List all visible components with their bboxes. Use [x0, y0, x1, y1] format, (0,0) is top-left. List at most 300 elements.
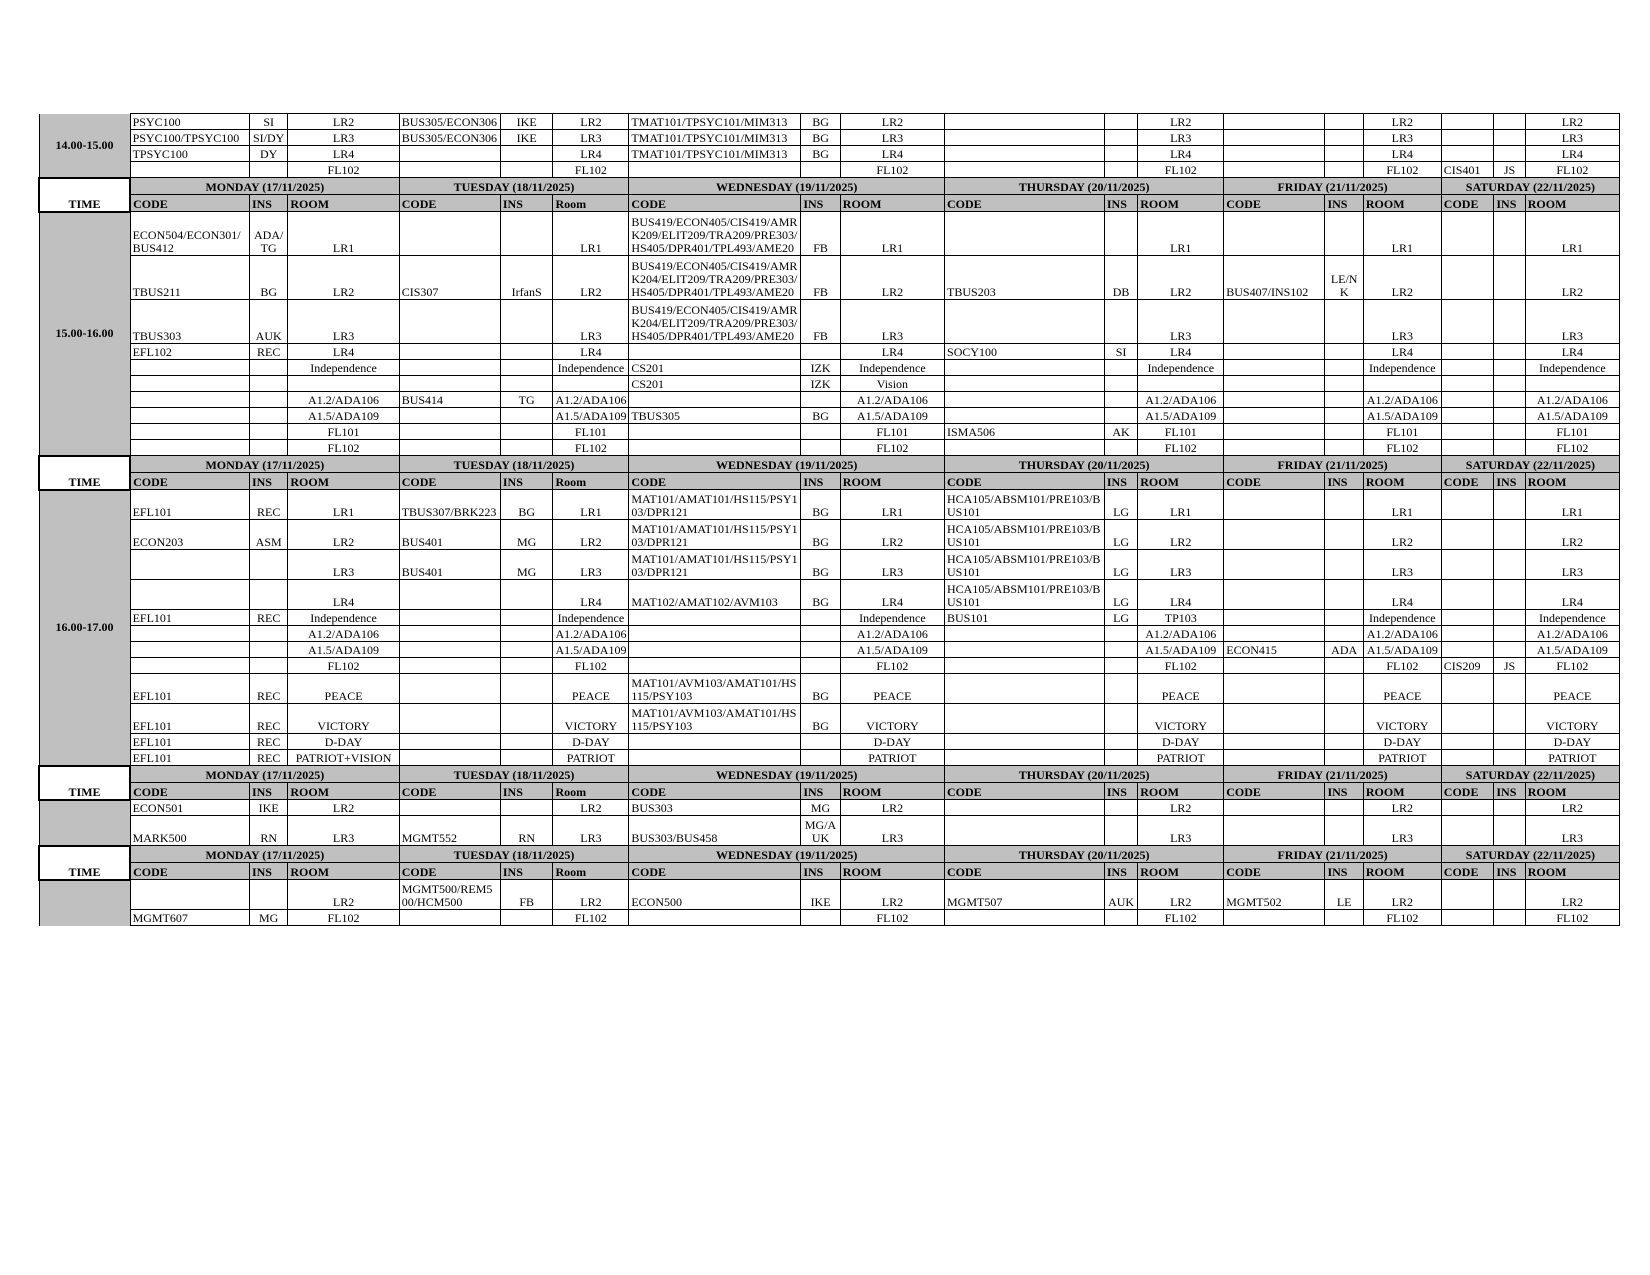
course-code-cell: [945, 642, 1105, 658]
course-code-cell: [399, 360, 500, 376]
instructor-cell: MG: [500, 520, 553, 550]
room-cell: A1.5/ADA109: [1138, 642, 1224, 658]
course-code-cell: [629, 734, 801, 750]
column-header: INS: [801, 195, 840, 212]
table-row: [39, 550, 1620, 580]
timetable: [38, 113, 1620, 926]
course-code-cell: BUS401: [399, 520, 500, 550]
course-code-cell: [945, 734, 1105, 750]
column-header: CODE: [629, 195, 801, 212]
course-code-cell: EFL101: [130, 674, 249, 704]
room-cell: Independence: [1525, 610, 1619, 626]
room-cell: LR2: [1138, 800, 1224, 816]
room-cell: LR4: [1525, 146, 1619, 162]
instructor-cell: [1494, 550, 1525, 580]
room-cell: LR2: [1525, 114, 1619, 130]
room-cell: LR3: [1138, 300, 1224, 344]
instructor-cell: [1325, 800, 1363, 816]
course-code-cell: ISMA506: [945, 424, 1105, 440]
room-cell: A1.2/ADA106: [1138, 392, 1224, 408]
course-code-cell: [629, 750, 801, 766]
day-header: THURSDAY (20/11/2025): [945, 178, 1224, 195]
course-code-cell: [130, 162, 249, 178]
course-code-cell: [1441, 816, 1494, 846]
instructor-cell: [1325, 392, 1363, 408]
course-code-cell: [1441, 256, 1494, 300]
room-cell: LR3: [288, 300, 399, 344]
table-row: [39, 816, 1620, 846]
instructor-cell: [500, 704, 553, 734]
course-code-cell: CS201: [629, 360, 801, 376]
column-header: CODE: [399, 783, 500, 800]
day-header: MONDAY (17/11/2025): [130, 766, 399, 783]
column-header: CODE: [1441, 863, 1494, 880]
room-cell: LR2: [840, 114, 944, 130]
room-cell: FL102: [840, 162, 944, 178]
instructor-cell: [500, 162, 553, 178]
instructor-cell: [500, 674, 553, 704]
instructor-cell: AUK: [1104, 880, 1137, 910]
room-cell: LR2: [1138, 114, 1224, 130]
instructor-cell: TG: [500, 392, 553, 408]
course-code-cell: [130, 376, 249, 392]
room-cell: LR1: [1525, 212, 1619, 256]
course-code-cell: BUS419/ECON405/CIS419/AMRK204/ELIT209/TRA209/PRE303/HS405/DPR401/TPL493/AME20: [629, 300, 801, 344]
course-code-cell: [945, 360, 1105, 376]
column-header: CODE: [1224, 195, 1325, 212]
room-cell: LR2: [288, 880, 399, 910]
instructor-cell: [1494, 674, 1525, 704]
table-row: [39, 360, 1620, 376]
course-code-cell: [1441, 344, 1494, 360]
room-cell: LR2: [288, 520, 399, 550]
column-header: CODE: [1224, 783, 1325, 800]
course-code-cell: [1224, 376, 1325, 392]
room-cell: A1.5/ADA109: [1363, 642, 1441, 658]
course-code-cell: [1224, 146, 1325, 162]
course-code-cell: [1224, 490, 1325, 520]
room-cell: PATRIOT+VISION: [288, 750, 399, 766]
instructor-cell: [500, 146, 553, 162]
column-header: ROOM: [1363, 783, 1441, 800]
instructor-cell: [801, 610, 840, 626]
room-cell: LR2: [840, 520, 944, 550]
column-header: INS: [801, 473, 840, 490]
room-cell: [1363, 376, 1441, 392]
course-code-cell: [399, 580, 500, 610]
column-header-row: [39, 195, 1620, 212]
course-code-cell: [1224, 520, 1325, 550]
column-header: ROOM: [840, 195, 944, 212]
table-row: [39, 734, 1620, 750]
table-row: [39, 344, 1620, 360]
room-cell: LR2: [288, 114, 399, 130]
day-header-row: [39, 178, 1620, 195]
day-header-row: [39, 846, 1620, 863]
room-cell: Independence: [1363, 360, 1441, 376]
table-row: [39, 408, 1620, 424]
room-cell: LR1: [1363, 490, 1441, 520]
course-code-cell: [945, 300, 1105, 344]
course-code-cell: MGMT507: [945, 880, 1105, 910]
room-cell: LR2: [553, 800, 629, 816]
course-code-cell: [1441, 800, 1494, 816]
room-cell: LR2: [1525, 256, 1619, 300]
day-header: THURSDAY (20/11/2025): [945, 846, 1224, 863]
course-code-cell: [1224, 580, 1325, 610]
column-header: Room: [553, 195, 629, 212]
course-code-cell: [945, 658, 1105, 674]
column-header: ROOM: [840, 473, 944, 490]
instructor-cell: [1325, 440, 1363, 456]
course-code-cell: MGMT502: [1224, 880, 1325, 910]
course-code-cell: [1441, 392, 1494, 408]
column-header: ROOM: [840, 783, 944, 800]
room-cell: A1.2/ADA106: [553, 626, 629, 642]
instructor-cell: BG: [801, 146, 840, 162]
instructor-cell: [1325, 300, 1363, 344]
room-cell: LR2: [1363, 114, 1441, 130]
column-header: CODE: [945, 863, 1105, 880]
instructor-cell: [1104, 658, 1137, 674]
course-code-cell: [1441, 642, 1494, 658]
room-cell: LR4: [553, 344, 629, 360]
column-header: INS: [500, 863, 553, 880]
instructor-cell: [249, 880, 287, 910]
column-header: ROOM: [288, 783, 399, 800]
room-cell: Independence: [1363, 610, 1441, 626]
room-cell: FL102: [1138, 658, 1224, 674]
course-code-cell: TBUS303: [130, 300, 249, 344]
room-cell: A1.5/ADA109: [1525, 642, 1619, 658]
instructor-cell: [249, 376, 287, 392]
room-cell: D-DAY: [288, 734, 399, 750]
room-cell: FL102: [1138, 910, 1224, 926]
room-cell: Independence: [288, 360, 399, 376]
instructor-cell: LE/NK: [1325, 256, 1363, 300]
room-cell: LR3: [553, 550, 629, 580]
instructor-cell: [1494, 580, 1525, 610]
instructor-cell: FB: [500, 880, 553, 910]
instructor-cell: [500, 734, 553, 750]
time-header: TIME: [39, 456, 130, 490]
column-header: CODE: [1224, 473, 1325, 490]
room-cell: LR2: [1525, 880, 1619, 910]
column-header: CODE: [130, 783, 249, 800]
instructor-cell: IrfanS: [500, 256, 553, 300]
room-cell: LR3: [1138, 130, 1224, 146]
course-code-cell: MGMT607: [130, 910, 249, 926]
course-code-cell: [130, 360, 249, 376]
course-code-cell: [1224, 300, 1325, 344]
instructor-cell: LG: [1104, 610, 1137, 626]
room-cell: FL102: [1138, 162, 1224, 178]
course-code-cell: HCA105/ABSM101/PRE103/BUS101: [945, 490, 1105, 520]
course-code-cell: MAT101/AVM103/AMAT101/HS115/PSY103: [629, 704, 801, 734]
room-cell: FL101: [1525, 424, 1619, 440]
instructor-cell: [1494, 816, 1525, 846]
room-cell: LR1: [553, 490, 629, 520]
room-cell: FL102: [1525, 440, 1619, 456]
instructor-cell: [1104, 212, 1137, 256]
instructor-cell: REC: [249, 734, 287, 750]
room-cell: LR3: [1363, 550, 1441, 580]
room-cell: Independence: [553, 360, 629, 376]
room-cell: LR2: [1363, 256, 1441, 300]
course-code-cell: SOCY100: [945, 344, 1105, 360]
room-cell: LR4: [288, 344, 399, 360]
course-code-cell: TMAT101/TPSYC101/MIM313: [629, 114, 801, 130]
instructor-cell: [1494, 360, 1525, 376]
instructor-cell: REC: [249, 704, 287, 734]
instructor-cell: [249, 440, 287, 456]
instructor-cell: FB: [801, 300, 840, 344]
room-cell: VICTORY: [840, 704, 944, 734]
room-cell: Independence: [840, 610, 944, 626]
room-cell: FL102: [553, 658, 629, 674]
room-cell: A1.5/ADA109: [1138, 408, 1224, 424]
day-header: MONDAY (17/11/2025): [130, 846, 399, 863]
room-cell: Independence: [288, 610, 399, 626]
table-row: [39, 130, 1620, 146]
column-header: ROOM: [1525, 195, 1619, 212]
instructor-cell: [500, 800, 553, 816]
room-cell: A1.5/ADA109: [1363, 408, 1441, 424]
day-header: FRIDAY (21/11/2025): [1224, 456, 1442, 473]
instructor-cell: LE: [1325, 880, 1363, 910]
column-header: INS: [500, 783, 553, 800]
instructor-cell: [1325, 212, 1363, 256]
day-header: TUESDAY (18/11/2025): [399, 456, 629, 473]
course-code-cell: [1224, 704, 1325, 734]
instructor-cell: [249, 626, 287, 642]
room-cell: LR2: [1525, 800, 1619, 816]
instructor-cell: ASM: [249, 520, 287, 550]
room-cell: FL101: [553, 424, 629, 440]
course-code-cell: [1224, 674, 1325, 704]
table-row: [39, 300, 1620, 344]
course-code-cell: [399, 212, 500, 256]
room-cell: LR3: [840, 300, 944, 344]
instructor-cell: [1494, 490, 1525, 520]
course-code-cell: [945, 376, 1105, 392]
room-cell: Vision: [840, 376, 944, 392]
course-code-cell: MAT101/AMAT101/HS115/PSY103/DPR121: [629, 520, 801, 550]
room-cell: LR4: [288, 146, 399, 162]
room-cell: LR1: [1363, 212, 1441, 256]
course-code-cell: [399, 424, 500, 440]
instructor-cell: [249, 360, 287, 376]
instructor-cell: [500, 626, 553, 642]
course-code-cell: [1224, 800, 1325, 816]
course-code-cell: [1224, 734, 1325, 750]
column-header: INS: [1325, 473, 1363, 490]
instructor-cell: [1104, 734, 1137, 750]
course-code-cell: CIS401: [1441, 162, 1494, 178]
instructor-cell: [1104, 910, 1137, 926]
course-code-cell: [1441, 880, 1494, 910]
room-cell: LR4: [840, 580, 944, 610]
course-code-cell: [945, 704, 1105, 734]
room-cell: LR3: [1138, 550, 1224, 580]
room-cell: LR2: [840, 880, 944, 910]
course-code-cell: BUS101: [945, 610, 1105, 626]
instructor-cell: [1104, 440, 1137, 456]
room-cell: FL102: [1525, 658, 1619, 674]
instructor-cell: [1325, 580, 1363, 610]
day-header: SATURDAY (22/11/2025): [1441, 456, 1619, 473]
column-header: ROOM: [1363, 195, 1441, 212]
room-cell: LR4: [553, 146, 629, 162]
room-cell: D-DAY: [840, 734, 944, 750]
room-cell: D-DAY: [1138, 734, 1224, 750]
room-cell: A1.2/ADA106: [840, 392, 944, 408]
room-cell: PEACE: [1138, 674, 1224, 704]
room-cell: LR4: [1138, 146, 1224, 162]
course-code-cell: [399, 300, 500, 344]
instructor-cell: [249, 392, 287, 408]
instructor-cell: BG: [801, 114, 840, 130]
column-header: CODE: [1441, 195, 1494, 212]
instructor-cell: [1494, 256, 1525, 300]
course-code-cell: [945, 162, 1105, 178]
room-cell: LR3: [1363, 300, 1441, 344]
instructor-cell: [1104, 392, 1137, 408]
column-header: ROOM: [288, 195, 399, 212]
room-cell: LR4: [1363, 146, 1441, 162]
room-cell: FL102: [1525, 910, 1619, 926]
course-code-cell: [1441, 114, 1494, 130]
room-cell: Independence: [553, 610, 629, 626]
course-code-cell: [1441, 300, 1494, 344]
room-cell: PATRIOT: [1525, 750, 1619, 766]
instructor-cell: [500, 658, 553, 674]
course-code-cell: [945, 910, 1105, 926]
instructor-cell: [500, 440, 553, 456]
room-cell: LR2: [1138, 256, 1224, 300]
room-cell: LR2: [1363, 880, 1441, 910]
room-cell: A1.5/ADA109: [553, 642, 629, 658]
course-code-cell: [945, 800, 1105, 816]
column-header: ROOM: [288, 473, 399, 490]
instructor-cell: [1104, 674, 1137, 704]
instructor-cell: [1104, 376, 1137, 392]
instructor-cell: [1494, 212, 1525, 256]
course-code-cell: BUS305/ECON306: [399, 114, 500, 130]
day-header: THURSDAY (20/11/2025): [945, 456, 1224, 473]
instructor-cell: [249, 550, 287, 580]
table-row: [39, 392, 1620, 408]
column-header: CODE: [629, 783, 801, 800]
room-cell: LR2: [1363, 800, 1441, 816]
instructor-cell: MG/AUK: [801, 816, 840, 846]
day-header: WEDNESDAY (19/11/2025): [629, 846, 945, 863]
course-code-cell: [130, 550, 249, 580]
course-code-cell: [1224, 816, 1325, 846]
table-row: [39, 162, 1620, 178]
room-cell: FL101: [288, 424, 399, 440]
room-cell: A1.2/ADA106: [1363, 626, 1441, 642]
day-header-row: [39, 766, 1620, 783]
table-row: [39, 580, 1620, 610]
course-code-cell: [945, 392, 1105, 408]
instructor-cell: [1104, 408, 1137, 424]
course-code-cell: [1441, 520, 1494, 550]
room-cell: LR3: [840, 816, 944, 846]
room-cell: PATRIOT: [840, 750, 944, 766]
course-code-cell: [629, 610, 801, 626]
day-header: FRIDAY (21/11/2025): [1224, 178, 1442, 195]
instructor-cell: IKE: [500, 114, 553, 130]
column-header: INS: [801, 863, 840, 880]
day-header: TUESDAY (18/11/2025): [399, 766, 629, 783]
room-cell: FL102: [288, 910, 399, 926]
room-cell: FL102: [553, 440, 629, 456]
instructor-cell: SI: [1104, 344, 1137, 360]
instructor-cell: [1494, 424, 1525, 440]
course-code-cell: [1441, 440, 1494, 456]
instructor-cell: [249, 408, 287, 424]
course-code-cell: [1441, 550, 1494, 580]
room-cell: LR1: [840, 212, 944, 256]
instructor-cell: MG: [801, 800, 840, 816]
course-code-cell: TMAT101/TPSYC101/MIM313: [629, 130, 801, 146]
time-header: TIME: [39, 846, 130, 880]
instructor-cell: REC: [249, 610, 287, 626]
instructor-cell: LG: [1104, 580, 1137, 610]
table-row: [39, 146, 1620, 162]
course-code-cell: [1224, 408, 1325, 424]
instructor-cell: [1104, 800, 1137, 816]
room-cell: VICTORY: [1363, 704, 1441, 734]
instructor-cell: [1104, 360, 1137, 376]
instructor-cell: LG: [1104, 520, 1137, 550]
table-row: [39, 674, 1620, 704]
column-header: INS: [1104, 783, 1137, 800]
table-row: [39, 800, 1620, 816]
column-header-row: [39, 473, 1620, 490]
room-cell: LR3: [288, 130, 399, 146]
room-cell: LR2: [553, 880, 629, 910]
course-code-cell: CIS209: [1441, 658, 1494, 674]
column-header: ROOM: [1138, 195, 1224, 212]
instructor-cell: [1325, 910, 1363, 926]
column-header: INS: [1325, 783, 1363, 800]
course-code-cell: [1224, 750, 1325, 766]
room-cell: PEACE: [1363, 674, 1441, 704]
course-code-cell: [945, 114, 1105, 130]
room-cell: FL102: [553, 162, 629, 178]
course-code-cell: EFL101: [130, 610, 249, 626]
instructor-cell: MG: [500, 550, 553, 580]
course-code-cell: ECON504/ECON301/BUS412: [130, 212, 249, 256]
column-header: ROOM: [1363, 473, 1441, 490]
table-row: [39, 750, 1620, 766]
course-code-cell: [945, 750, 1105, 766]
course-code-cell: MAT101/AMAT101/HS115/PSY103/DPR121: [629, 550, 801, 580]
room-cell: LR3: [288, 550, 399, 580]
column-header-row: [39, 863, 1620, 880]
room-cell: LR4: [840, 146, 944, 162]
column-header: INS: [249, 473, 287, 490]
instructor-cell: [1494, 114, 1525, 130]
instructor-cell: [1325, 734, 1363, 750]
instructor-cell: DB: [1104, 256, 1137, 300]
course-code-cell: [399, 146, 500, 162]
course-code-cell: CIS307: [399, 256, 500, 300]
instructor-cell: [1104, 704, 1137, 734]
room-cell: LR4: [1138, 344, 1224, 360]
